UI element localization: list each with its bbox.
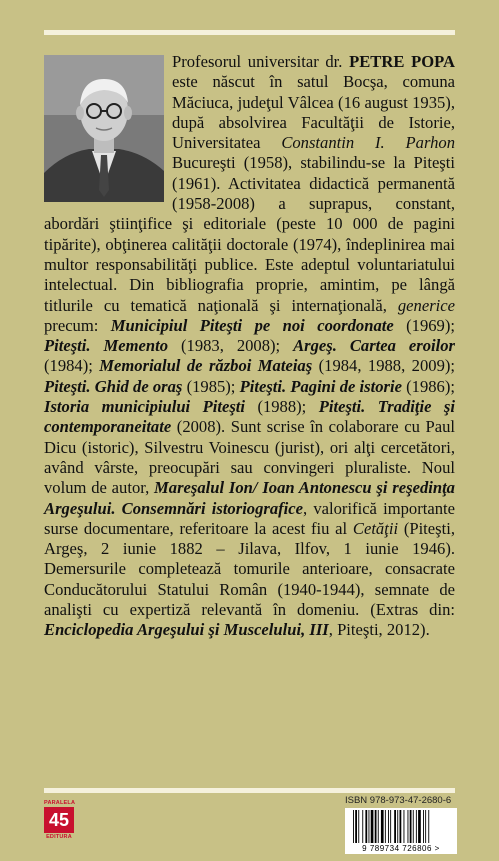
barcode-digits: 9 789734 726806 > [362, 844, 440, 853]
barcode-bars [345, 808, 457, 844]
publisher-logo-top-text: PARALELA [44, 800, 76, 806]
book-title: Argeş. Cartea eroilor [293, 336, 456, 356]
isbn-label: ISBN 978-973-47-2680-6 [345, 795, 452, 806]
author-biography: Profesorul universitar dr. PETRE POPA este născut în satul Bocşa, comuna Măciuca, judeţul Vâlcea (16 august 1935), după absolvirea Facultăţii de Istorie, Universitatea Constantin I. Parhon Bucureşti (1958), stabilindu-se la Piteşti (1961). Activitatea didactică permanentă (1958-2008) a suprapus, constant, abordări ştiinţifice şi editoriale (peste 10 000 de pagini tipărite), obţinerea calităţii doctorale (1974), îndeplinirea mai multor responsabilităţi publice. Este adeptul voluntariatului intelectual. Din bibliografia proprie, amintim, pe lângă titlurile cu tematică naţională şi internaţională, generice precum: Municipiul Piteşti pe noi coordonate (1969); Piteşti. Memento (1983, 2008); Argeş. Cartea eroilor (1984); Memorialul de război Mateiaş (1984, 1988, 2009); Piteşti. Ghid de oraş (1985); Piteşti. Pagini de istorie (1986); Istoria municipiului Piteşti (1988); Piteşti. Tradiţie şi contemporaneitate (2008). Sunt scrise în colaborare cu Paul Dicu (istoric), Silvestru Voinescu (jurist), ori alţi cercetători, având vârste, preocupări sau convingeri pluraliste. Noul volum de autor, Mareşalul Ion/ Ioan Antonescu şi reşedinţa Argeşului. Consemnări istoriografice, valorifică importante surse documentare, referitoare la acest fiu al Cetăţii (Piteşti, Argeş, 2 iunie 1882 – Jilava, Ilfov, 1 iunie 1946). Demersurile completează tomurile anterioare, consacrate Conducătorului Statului Român (1940-1944), semnate de analişti cu expertiză relevantă în domeniu. (Extras din: Enciclopedia Argeşului şi Muscelului, III, Piteşti, 2012). [44, 52, 456, 640]
isbn-barcode [345, 808, 457, 854]
book-title: Piteşti. Ghid de oraş [44, 376, 183, 396]
book-title: Municipiul Piteşti pe noi coordonate [110, 315, 394, 335]
book-title: Istoria municipiului Piteşti [44, 397, 245, 417]
source-title: Enciclopedia Argeşului şi Muscelului, III [44, 620, 329, 640]
book-title: Memorialul de război Mateiaş [99, 356, 313, 376]
top-divider-bar [44, 30, 455, 35]
book-title: Piteşti. Pagini de istorie [239, 376, 402, 396]
author-name: PETRE POPA [349, 52, 455, 71]
book-title: Mareşalul Ion/ Ioan Antonescu şi reşedinţa Argeşului. Consemnări istoriografice [44, 478, 455, 518]
book-title: Piteşti. Tradiţie şi contemporaneitate [44, 397, 455, 437]
publisher-logo-bottom-text: EDITURA [46, 834, 72, 840]
book-title: Piteşti. Memento [44, 336, 169, 356]
publisher-logo [44, 800, 74, 844]
publisher-logo-mark: 45 [44, 807, 74, 833]
bottom-divider-bar [44, 788, 455, 793]
